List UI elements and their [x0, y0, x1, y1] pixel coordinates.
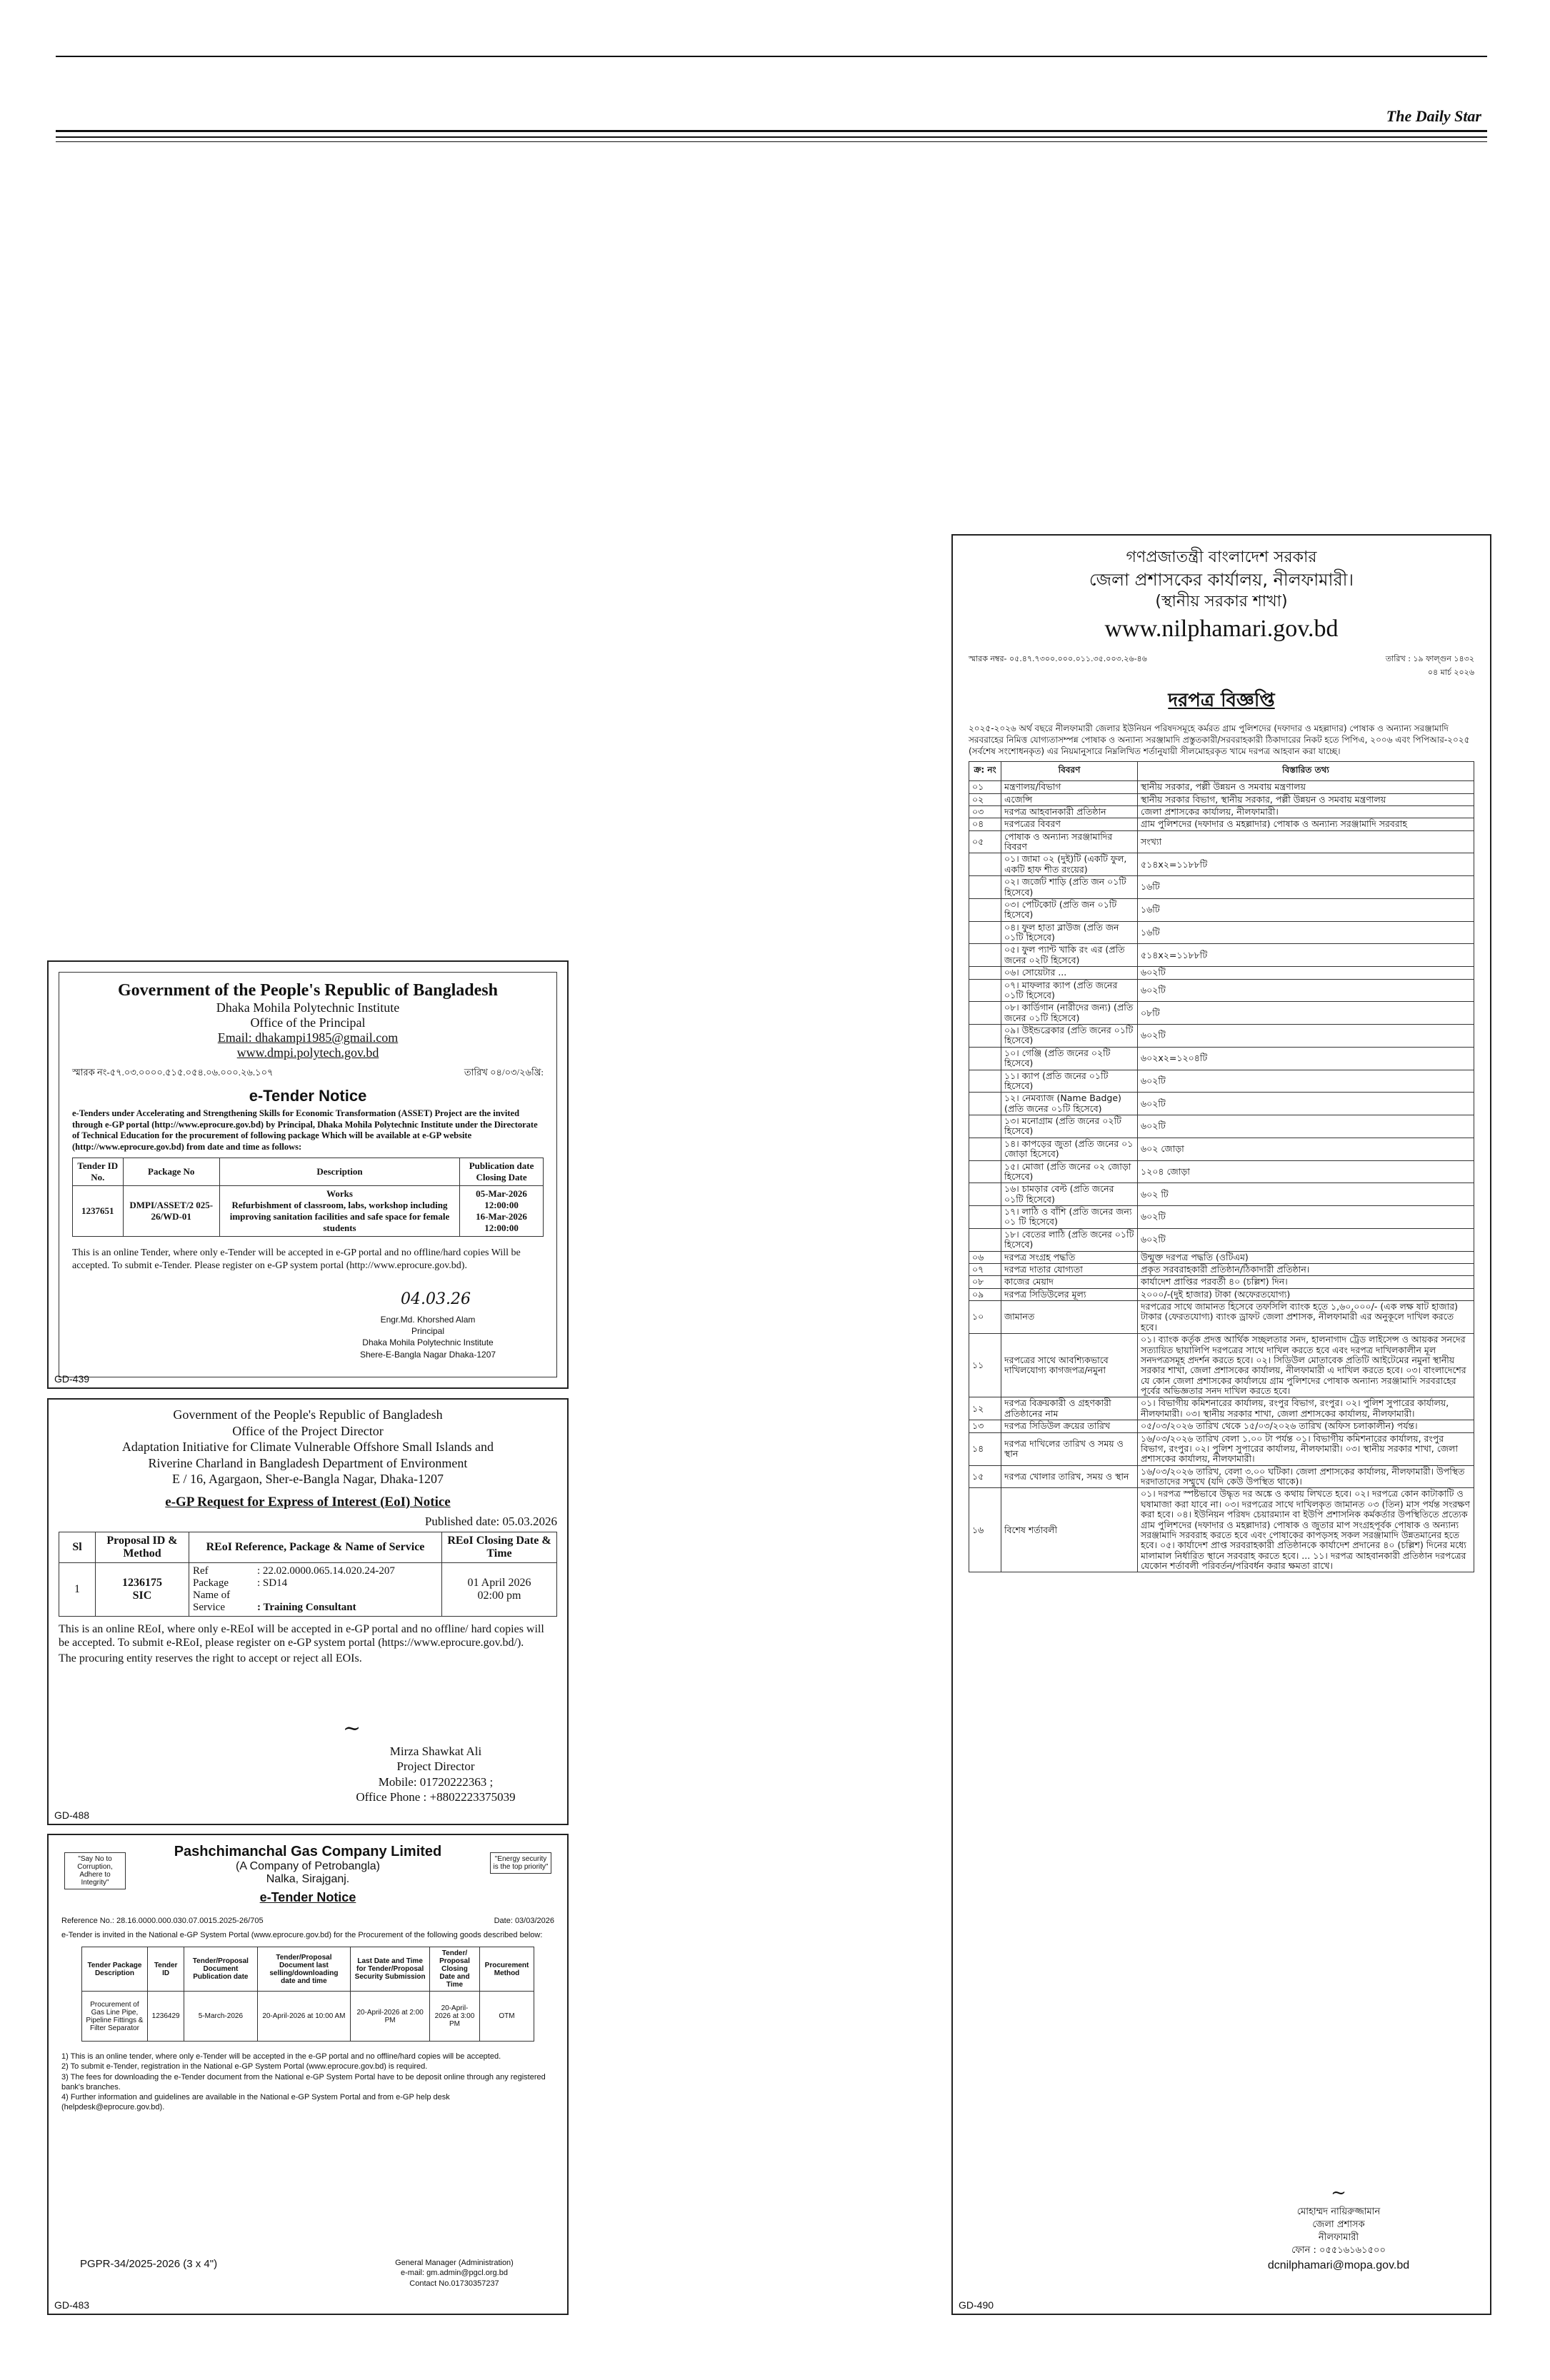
cell-serial: ১৫	[969, 1465, 1001, 1488]
cell-item: বিশেষ শর্তাবলী	[1001, 1488, 1138, 1572]
project-line-1: Adaptation Initiative for Climate Vulnerable Offshore Small Islands and	[121, 1440, 494, 1454]
cell-item: ১০। গেঞ্জি (প্রতি জনের ০২টি হিসেবে)	[1001, 1047, 1138, 1070]
cell-item: ০৪। ফুল হাতা ব্লাউজ (প্রতি জন ০১টি হিসেবে)	[1001, 921, 1138, 944]
footer-text-2: The procuring entity reserves the right to accept or reject all EOIs.	[59, 1652, 362, 1665]
cell-serial	[969, 967, 1001, 979]
signatory-phone: ফোন : ০৫৫১৬১৬১৫০০	[1291, 2245, 1386, 2256]
cell-serial: ১২	[969, 1397, 1001, 1420]
note-2: 2) To submit e-Tender, registration in the National e-GP System Portal (www.eprocure.gov.bd) is required.	[61, 2062, 428, 2072]
service-label: Name of Service	[193, 1589, 231, 1613]
cell-details: ২০০০/-(দুই হাজার) টাকা (অফেরতযোগ্য)	[1138, 1288, 1474, 1300]
th-method: Procurement Method	[479, 1947, 534, 1992]
office-name: Office of the Principal	[250, 1015, 366, 1030]
package-value: : SD14	[257, 1577, 288, 1589]
signatory-district: নীলফামারী	[1318, 2232, 1359, 2244]
table-row	[969, 1047, 1474, 1070]
cell-details: ১৬টি	[1138, 898, 1474, 921]
cell-serial	[969, 1115, 1001, 1138]
table-row	[969, 1160, 1474, 1183]
table-row	[969, 921, 1474, 944]
gov-heading: গণপ্রজাতন্ত্রী বাংলাদেশ সরকার	[1126, 548, 1317, 566]
gd-code: GD-488	[54, 1809, 90, 1821]
table-row	[969, 1420, 1474, 1432]
cell-details: ১৬/০৩/২০২৬ তারিখ বেলা ১.০০ টা পর্যন্ত ০১। বিভাগীয় কমিশনারের কার্যালয়, রংপুর বিভাগ, রংপুর। ০২। পুলিশ সুপারের কার্যালয়, নীলফামারী। ০৩। স্থানীয় সরকার শাখা, জেলা প্রশাসকের কার্যালয়, নীলফামারী।	[1138, 1432, 1474, 1465]
th-closing: Tender/ Proposal Closing Date and Time	[430, 1947, 479, 1992]
signatory-name: Mirza Shawkat Ali	[389, 1744, 482, 1758]
th-proposal-id: Proposal ID & Method	[96, 1532, 189, 1562]
badge-left: "Say No to Corruption, Adhere to Integrity"	[64, 1852, 126, 1889]
signature-date: 04.03.26	[401, 1290, 471, 1308]
cell-tender-id: 1236429	[148, 1992, 184, 2042]
cell-pub-date: 05-Mar-2026 12:00:00	[476, 1188, 527, 1210]
table-row	[969, 793, 1474, 805]
published-date: Published date: 05.03.2026	[424, 1514, 557, 1528]
cell-serial	[969, 1206, 1001, 1229]
th-tender-id: Tender ID No.	[73, 1158, 124, 1185]
ad-nilphamari-tender	[951, 534, 1491, 2315]
gov-heading: Government of the People's Republic of Bangladesh	[118, 981, 498, 1000]
project-line-2: Riverine Charland in Bangladesh Department of Environment	[148, 1455, 468, 1470]
signature: ~	[343, 1716, 361, 1741]
notice-title: e-Tender Notice	[249, 1087, 367, 1105]
cell-item: ০২। জর্জেট শাড়ি (প্রতি জন ০১টি হিসেবে)	[1001, 876, 1138, 899]
cell-details: ৬০২টি	[1138, 979, 1474, 1002]
cell-sl: 1	[59, 1562, 96, 1616]
cell-details: ১২০৪ জোড়া	[1138, 1160, 1474, 1183]
ref-value: : 22.02.0000.065.14.020.24-207	[257, 1565, 395, 1577]
cell-close-date: 01 April 2026	[467, 1576, 531, 1589]
cell-details: উন্মুক্ত দরপত্র পদ্ধতি (ওটিএম)	[1138, 1251, 1474, 1263]
signatory-email: dcnilphamari@mopa.gov.bd	[1267, 2259, 1410, 2271]
footer-text: This is an online REoI, where only e-REoI will be accepted in e-GP portal and no offline/ hard copies will be accepted. To submit e-REoI, please register on e-GP system portal (https://www.eprocure.gov.bd/).	[59, 1622, 544, 1649]
signatory-title: জেলা প্রশাসক	[1312, 2219, 1365, 2231]
cell-details: ০১। দরপত্র স্পষ্টভাবে উদ্ধৃত দর অঙ্কে ও কথায় লিখতে হবে। ০২। দরপত্রে কোন কাটাকাটি ও ঘষামাজা করা যাবে না। ০৩। দরপত্রের সাথে দাখিলকৃত জামানত ০৩ (তিন) মাস পর্যন্ত সংরক্ষণ করা হবে। ০৪। ইউনিয়ন পরিষদ চেয়ারম্যান বা ইউপি প্রশাসনিক কর্মকর্তার উপস্থিতিতে প্রত্যেক গ্রাম পুলিশদের (দফাদার ও মহল্লাদার) পোষাক ও জুতার মাপ সংগ্রহপূর্বক পোষাক ও অন্যান্য সরঞ্জামাদি সরবরাহ করতে হবে এবং পোষাকের কাপড়সহ সকল সরঞ্জামাদি উন্নতমানের হতে হবে। ০৫। কার্যাদেশ প্রাপ্ত সরবরাহকারী প্রতিষ্ঠানকে কার্যাদেশ প্রদানের ৪০ (চল্লিশ) দিনের মধ্যে মালামাল নির্ধারিত স্থানে সরবরাহ করতে হবে। ... ১১। দরপত্র আহবানকারী প্রতিষ্ঠান দরপত্রের যেকোন শর্তাবলী পরিবর্তন/পরিবর্ধন করার ক্ষমতা রাখে।	[1138, 1488, 1474, 1572]
cell-details: ৬০২টি	[1138, 967, 1474, 979]
cell-serial: ১৬	[969, 1488, 1001, 1572]
cell-details: ৬০২ টি	[1138, 1183, 1474, 1206]
tender-table	[72, 1158, 544, 1237]
cell-details: স্থানীয় সরকার, পল্লী উন্নয়ন ও সমবায় মন্ত্রণালয়	[1138, 781, 1474, 793]
masthead: The Daily Star	[1386, 107, 1481, 125]
cell-serial	[969, 1138, 1001, 1160]
header-rule-1	[56, 130, 1487, 132]
cell-details: ৫১৪x২=১১৮৮টি	[1138, 853, 1474, 876]
website: www.dmpi.polytech.gov.bd	[236, 1045, 379, 1060]
table-row	[969, 1397, 1474, 1420]
cell-details: ০৮টি	[1138, 1002, 1474, 1025]
header-rule-2	[56, 136, 1487, 138]
signatory-mobile: Mobile: 01720222363 ;	[378, 1774, 494, 1789]
signatory-phone: Office Phone : +8802223375039	[356, 1789, 516, 1804]
table-row	[969, 1263, 1474, 1275]
th-serial: ক্র: নং	[969, 762, 1001, 781]
cell-item: ১২। নেমব্যাজ (Name Badge) (প্রতি জনের ০১টি হিসেবে)	[1001, 1093, 1138, 1115]
cell-serial: ০৬	[969, 1251, 1001, 1263]
branch-heading: (স্থানীয় সরকার শাখা)	[1155, 593, 1288, 611]
th-reference: REoI Reference, Package & Name of Service	[189, 1532, 442, 1562]
signatory-addr: Shere-E-Bangla Nagar Dhaka-1207	[359, 1349, 496, 1360]
ad-dmpi-tender	[47, 960, 569, 1389]
signatory-title: Principal	[411, 1326, 445, 1337]
table-row	[969, 1301, 1474, 1334]
intro-text: e-Tender is invited in the National e-GP System Portal (www.eprocure.gov.bd) for the Procurement of the following goods described below:	[61, 1931, 543, 1939]
cell-item: ০৮। কার্ডিগান (নারীদের জন্য) (প্রতি জনের ০১টি হিসেবে)	[1001, 1002, 1138, 1025]
table-row	[969, 1432, 1474, 1465]
notice-date: Date: 03/03/2026	[494, 1917, 554, 1925]
cell-serial	[969, 898, 1001, 921]
cell-details: ৬০২টি	[1138, 1206, 1474, 1229]
table-row	[969, 818, 1474, 830]
table-row	[969, 967, 1474, 979]
cell-item: ১১। ক্যাপ (প্রতি জনের ০১টি হিসেবে)	[1001, 1070, 1138, 1093]
cell-serial: ০২	[969, 793, 1001, 805]
cell-serial	[969, 1183, 1001, 1206]
th-package: Package No	[123, 1158, 219, 1185]
th-sl: Sl	[59, 1532, 96, 1562]
cell-proposal-id: 1236175	[122, 1576, 162, 1589]
th-item: বিবরণ	[1001, 762, 1138, 781]
cell-serial	[969, 1228, 1001, 1251]
table-row	[969, 1138, 1474, 1160]
cell-item: দরপত্র আহবানকারী প্রতিষ্ঠান	[1001, 805, 1138, 818]
cell-details: ৬০২ জোড়া	[1138, 1138, 1474, 1160]
cell-item: দরপত্র দাখিলের তারিখ ও সময় ও স্থান	[1001, 1432, 1138, 1465]
table-row	[969, 1070, 1474, 1093]
cell-item: ১৩। মনোগ্রাম (প্রতি জনের ০২টি হিসেবে)	[1001, 1115, 1138, 1138]
note-1: 1) This is an online tender, where only e-Tender will be accepted in the e-GP portal and no offline/hard copies will be accepted.	[61, 2052, 501, 2061]
cell-serial: ০১	[969, 781, 1001, 793]
memo-date: তারিখ ০৪/০৩/২৬খ্রি:	[464, 1067, 544, 1078]
company-addr: Nalka, Sirajganj.	[266, 1873, 350, 1885]
cell-tender-id: 1237651	[73, 1185, 124, 1236]
table-row	[969, 1488, 1474, 1572]
th-security: Last Date and Time for Tender/Proposal Security Submission	[350, 1947, 429, 1992]
th-tender-id: Tender ID	[148, 1947, 184, 1992]
cell-publication: 5-March-2026	[184, 1992, 257, 2042]
note-3: 3) The fees for downloading the e-Tender document from the National e-GP System Portal have to be deposit online through any registered bank's branches.	[61, 2072, 546, 2092]
office-heading: Office of the Project Director	[232, 1423, 384, 1438]
th-closing: REoI Closing Date & Time	[442, 1532, 557, 1562]
cell-serial: ০৯	[969, 1288, 1001, 1300]
cell-item: দরপত্র বিক্রয়কারী ও গ্রহণকারী প্রতিষ্ঠানের নাম	[1001, 1397, 1138, 1420]
cell-details: জেলা প্রশাসকের কার্যালয়, নীলফামারী।	[1138, 805, 1474, 818]
cell-serial: ০৮	[969, 1276, 1001, 1288]
cell-details: প্রকৃত সরবরাহকারী প্রতিষ্ঠান/ঠিকাদারী প্রতিষ্ঠান।	[1138, 1263, 1474, 1275]
email: Email: dhakampi1985@gmail.com	[217, 1030, 399, 1045]
table-row	[969, 805, 1474, 818]
cell-details: ৬০২টি	[1138, 1228, 1474, 1251]
cell-details: গ্রাম পুলিশদের (দফাদার ও মহল্লাদার) পোষাক ও অন্যান্য সরঞ্জামাদি সরবরাহ	[1138, 818, 1474, 830]
signatory-inst: Dhaka Mohila Polytechnic Institute	[362, 1337, 494, 1348]
cell-description: Refurbishment of classroom, labs, workshop including improving sanitation facilities and safe space for female students	[229, 1199, 450, 1233]
cell-serial	[969, 1160, 1001, 1183]
cell-serial	[969, 1093, 1001, 1115]
cell-item: দরপত্র সিডিউল ক্রয়ের তারিখ	[1001, 1420, 1138, 1432]
table-row	[59, 1562, 557, 1616]
details-table	[969, 761, 1474, 1572]
table-row	[969, 1251, 1474, 1263]
cell-item: পোষাক ও অন্যান্য সরঞ্জামাদির বিবরণ	[1001, 830, 1138, 853]
cell-details: ৬০২টি	[1138, 1070, 1474, 1093]
cell-details: ০৫/০৩/২০২৬ তারিখ থেকে ১৫/০৩/২০২৬ তারিখ (অফিস চলাকালীন) পর্যন্ত।	[1138, 1420, 1474, 1432]
cell-serial: ০৭	[969, 1263, 1001, 1275]
ref-label: Ref	[193, 1565, 209, 1577]
office-heading: জেলা প্রশাসকের কার্যালয়, নীলফামারী।	[1089, 569, 1354, 590]
cell-serial	[969, 979, 1001, 1002]
signatory-name: Engr.Md. Khorshed Alam	[380, 1315, 476, 1325]
memo-date-2: ০৪ মার্চ ২০২৬	[1427, 667, 1474, 677]
cell-desc-head: Works	[326, 1188, 353, 1199]
reference-no: Reference No.: 28.16.0000.000.030.07.0015.2025-26/705	[61, 1917, 264, 1925]
cell-details: ৫১৪x২=১১৮৮টি	[1138, 944, 1474, 967]
package-label: Package	[193, 1577, 229, 1589]
cell-item: ০৭। মাফলার ক্যাপ (প্রতি জনের ০১টি হিসেবে)	[1001, 979, 1138, 1002]
signatory-email: e-mail: gm.admin@pgcl.org.bd	[401, 2269, 508, 2278]
table-row	[969, 1002, 1474, 1025]
cell-details: ১৬টি	[1138, 921, 1474, 944]
footer-text: This is an online Tender, where only e-Tender will be accepted in e-GP portal and no offline/hard copies Will be accepted. To submit e-Tender. Please register on e-GP system portal (http://www.eprocure.gov.bd).	[72, 1247, 521, 1271]
cell-item: ১৬। চামড়ার বেল্ট (প্রতি জনের ০১টি হিসেবে)	[1001, 1183, 1138, 1206]
cell-serial	[969, 876, 1001, 899]
cell-details: ১৬/০৩/২০২৬ তারিখ, বেলা ৩.০০ ঘটিকা। জেলা প্রশাসকের কার্যালয়, নীলফামারী। উপস্থিত দরদাতাদের সম্মুখে (যদি কেউ উপস্থিত থাকে)।	[1138, 1465, 1474, 1488]
reoi-table	[59, 1532, 557, 1617]
service-value: : Training Consultant	[257, 1601, 356, 1613]
table-row	[969, 1115, 1474, 1138]
cell-description: Procurement of Gas Line Pipe, Pipeline Fittings & Filter Separator	[81, 1992, 148, 2042]
cell-details: ০১। বিভাগীয় কমিশনারের কার্যালয়, রংপুর বিভাগ, রংপুর। ০২। পুলিশ সুপারের কার্যালয়, নীলফামারী। ০৩। স্থানীয় সরকার শাখা, জেলা প্রশাসকের কার্যালয়, নীলফামারী।	[1138, 1397, 1474, 1420]
header-rule-3	[56, 141, 1487, 142]
table-row	[969, 1093, 1474, 1115]
signatory-title: Project Director	[396, 1759, 475, 1774]
table-row	[81, 1992, 534, 2042]
notice-title: e-Tender Notice	[259, 1890, 356, 1904]
notice-title: e-GP Request for Express of Interest (EoI) Notice	[165, 1494, 451, 1510]
cell-item: ১৪। কাপড়ের জুতা (প্রতি জনের ০১ জোড়া হিসেবে)	[1001, 1138, 1138, 1160]
cell-details: ৬০২টি	[1138, 1093, 1474, 1115]
table-row	[969, 1025, 1474, 1048]
cell-details: ৬০২টি	[1138, 1025, 1474, 1048]
cell-details: দরপত্রের সাথে জামানত হিসেবে তফসিলি ব্যাংক হতে ১,৬০,০০০/- (এক লক্ষ ষাট হাজার) টাকার (ফেরতযোগ্য) ব্যাংক ড্রাফট জেলা প্রশাসক, নীলফামারী এর অনুকূলে দাখিল করতে হবে।	[1138, 1301, 1474, 1334]
cell-serial: ০৪	[969, 818, 1001, 830]
cell-details: ৬০২x২=১২০৪টি	[1138, 1047, 1474, 1070]
cell-item: কাজের মেয়াদ	[1001, 1276, 1138, 1288]
memo-number: স্মারক নং-৫৭.০৩.০০০০.৫১৫.০৫৪.০৬.০০০.২৬.১০৭	[72, 1067, 274, 1078]
website: www.nilphamari.gov.bd	[1104, 615, 1339, 642]
cell-item: ১৫। মোজা (প্রতি জনের ০২ জোড়া হিসেবে)	[1001, 1160, 1138, 1183]
company-name: Pashchimanchal Gas Company Limited	[174, 1844, 442, 1859]
intro-text: e-Tenders under Accelerating and Strengthening Skills for Economic Transformation (ASSET) Project are the invited through e-GP portal (http://www.eprocure.gov.bd) by Principal, Dhaka Mohila Polytechnic Institute under the Directorate of Technical Education for the procurement of following package Which will be available at e-GP website (http://www.eprocure.gov.bd) from date and time as follows:	[72, 1108, 538, 1152]
gd-code: GD-483	[54, 2299, 90, 2311]
cell-details: ১৬টি	[1138, 876, 1474, 899]
th-publication: Publication date Closing Date	[460, 1158, 544, 1185]
cell-serial: ১১	[969, 1334, 1001, 1397]
cell-close-time: 02:00 pm	[477, 1589, 521, 1602]
memo-number: স্মারক নম্বর- ০৫.৪৭.৭৩০০.০০০.০১১.৩৫.০০৩.২৬-৪৬	[969, 653, 1147, 663]
table-row	[969, 979, 1474, 1002]
signatory-name: মোহাম্মদ নায়িরুজ্জামান	[1296, 2206, 1381, 2217]
cell-details: ০১। ব্যাংক কর্তৃক প্রদত্ত আর্থিক সচ্ছলতার সনদ, হালনাগাদ ট্রেড লাইসেন্স ও আয়কর সনদের সত্যায়িত ছায়ালিপি দরপত্রের সাথে দাখিল করতে হবে এবং দরপত্র দাখিলকালীন মূল সনদপত্রসমূহ প্রদর্শন করতে হবে। ০২। সিডিউল মোতাবেক প্রতিটি আইটেমের নমুনা স্থানীয় সরকার শাখা, জেলা প্রশাসকের কার্যালয়, নীলফামারী এ দাখিল করতে হবে। ০৩। বাংলাদেশের যে কোন জেলা প্রশাসকের কার্যালয়ে গ্রাম পুলিশদের পোষাক অন্যান্য সরঞ্জামাদি সরবরাহের পূর্বের অভিজ্ঞতার সনদ দাখিল করতে হবে।	[1138, 1334, 1474, 1397]
table-row	[969, 1276, 1474, 1288]
table-row	[969, 1228, 1474, 1251]
ad-doe-reoi	[47, 1398, 569, 1825]
signatory-title: General Manager (Administration)	[395, 2259, 514, 2267]
company-sub: (A Company of Petrobangla)	[236, 1860, 380, 1872]
cell-method: SIC	[132, 1589, 152, 1602]
cell-item: দরপত্রের বিবরণ	[1001, 818, 1138, 830]
cell-item: মন্ত্রণালয়/বিভাগ	[1001, 781, 1138, 793]
table-row	[969, 876, 1474, 899]
badge-right: "Energy security is the top priority"	[490, 1852, 551, 1874]
cell-item: দরপত্র খোলার তারিখ, সময় ও স্থান	[1001, 1465, 1138, 1488]
table-row	[969, 1334, 1474, 1397]
cell-item: ০১। জামা ০২ (দুই)টি (একটি ফুল, একটি হাফ শীত রংয়ের)	[1001, 853, 1138, 876]
cell-item: দরপত্র সংগ্রহ পদ্ধতি	[1001, 1251, 1138, 1263]
cell-close-date: 16-Mar-2026 12:00:00	[476, 1210, 527, 1233]
table-row	[969, 853, 1474, 876]
table-row	[969, 1183, 1474, 1206]
cell-serial	[969, 853, 1001, 876]
table-row	[969, 944, 1474, 967]
cell-details: সংখ্যা	[1138, 830, 1474, 853]
cell-serial	[969, 1070, 1001, 1093]
signature: ~	[1331, 2181, 1346, 2204]
cell-serial	[969, 944, 1001, 967]
cell-serial: ১০	[969, 1301, 1001, 1334]
cell-item: ১৮। বেতের লাঠি (প্রতি জনের ০১টি হিসেবে)	[1001, 1228, 1138, 1251]
cell-item: এজেন্সি	[1001, 793, 1138, 805]
cell-details: স্থানীয় সরকার বিভাগ, স্থানীয় সরকার, পল্লী উন্নয়ন ও সমবায় মন্ত্রণালয়	[1138, 793, 1474, 805]
cell-serial: ০৫	[969, 830, 1001, 853]
cell-item: ০৩। পেটিকোট (প্রতি জন ০১টি হিসেবে)	[1001, 898, 1138, 921]
cell-closing: 20-April-2026 at 3:00 PM	[430, 1992, 479, 2042]
th-details: বিস্তারিত তথ্য	[1138, 762, 1474, 781]
ad-pgcl-tender	[47, 1834, 569, 2315]
cell-selling: 20-April-2026 at 10:00 AM	[257, 1992, 350, 2042]
cell-package: DMPI/ASSET/2 025-26/WD-01	[123, 1185, 219, 1236]
gov-heading: Government of the People's Republic of Bangladesh	[173, 1407, 443, 1422]
cell-item: ০৫। ফুল প্যান্ট খাকি রং এর (প্রতি জনের ০২টি হিসেবে)	[1001, 944, 1138, 967]
cell-security: 20-April-2026 at 2:00 PM	[350, 1992, 429, 2042]
gd-code: GD-490	[959, 2299, 994, 2311]
address: E / 16, Agargaon, Sher-e-Bangla Nagar, Dhaka-1207	[172, 1472, 444, 1486]
cell-item: ০৯। উইন্ডব্রেকার (প্রতি জনের ০১টি হিসেবে)	[1001, 1025, 1138, 1048]
table-row	[969, 1288, 1474, 1300]
note-4: 4) Further information and guidelines are available in the National e-GP System Portal and from e-GP help desk (helpdesk@eprocure.gov.bd).	[61, 2093, 450, 2112]
table-row	[969, 898, 1474, 921]
cell-details: কার্যাদেশ প্রাপ্তির পরবর্তী ৪০ (চল্লিশ) দিন।	[1138, 1276, 1474, 1288]
cell-serial: ০৩	[969, 805, 1001, 818]
cell-serial: ১৩	[969, 1420, 1001, 1432]
memo-date-1: তারিখ : ১৯ ফাল্গুন ১৪৩২	[1385, 653, 1474, 663]
top-rule	[56, 56, 1487, 57]
cell-serial	[969, 921, 1001, 944]
pgpr-code: PGPR-34/2025-2026 (3 x 4")	[80, 2258, 218, 2270]
cell-item: দরপত্র দাতার যোগ্যতা	[1001, 1263, 1138, 1275]
table-row	[969, 781, 1474, 793]
th-description: Tender Package Description	[81, 1947, 148, 1992]
th-publication: Tender/Proposal Document Publication date	[184, 1947, 257, 1992]
cell-serial	[969, 1025, 1001, 1048]
cell-serial	[969, 1047, 1001, 1070]
notice-title: দরপত্র বিজ্ঞপ্তি	[1168, 689, 1275, 711]
cell-item: জামানত	[1001, 1301, 1138, 1334]
table-row	[969, 1465, 1474, 1488]
th-description: Description	[219, 1158, 459, 1185]
cell-method: OTM	[479, 1992, 534, 2042]
table-row	[969, 1206, 1474, 1229]
cell-item: দরপত্রের সাথে আবশ্যিকভাবে দাখিলযোগ্য কাগজপত্র/নমুনা	[1001, 1334, 1138, 1397]
institute-name: Dhaka Mohila Polytechnic Institute	[216, 1000, 400, 1015]
table-row	[73, 1185, 544, 1236]
cell-serial: ১৪	[969, 1432, 1001, 1465]
table-row	[969, 830, 1474, 853]
cell-item: ১৭। লাঠি ও বাঁশি (প্রতি জনের জন্য ০১ টি হিসেবে)	[1001, 1206, 1138, 1229]
intro-text: ২০২৫-২০২৬ অর্থ বছরে নীলফামারী জেলার ইউনিয়ন পরিষদসমূহে কর্মরত গ্রাম পুলিশদের (দফাদার ও মহল্লাদার) পোষাক ও অন্যান্য সরঞ্জামাদি সরবরাহের নিমিত্ত যোগ্যতাসম্পন্ন পোষাক ও অন্যান্য সরঞ্জামাদি প্রস্তুতকারী/সরবরাহকারী ঠিকাদারের নিকট হতে পিপিএ, ২০০৬ এবং পিপিআর-২০২৫ (সর্বশেষ সংশোধনকৃত) এর নিয়মানুসারে নিম্নলিখিত শর্তানুযায়ী সীলমোহরকৃত খামে দরপত্র আহবান করা যাচ্ছে।	[969, 723, 1470, 757]
cell-serial	[969, 1002, 1001, 1025]
signatory-contact: Contact No.01730357237	[409, 2279, 499, 2288]
gd-code: GD-439	[54, 1373, 90, 1385]
cell-details: ৬০২টি	[1138, 1115, 1474, 1138]
cell-item: দরপত্র সিডিউলের মূল্য	[1001, 1288, 1138, 1300]
tender-table	[81, 1947, 535, 2042]
cell-item: ০৬। সোয়েটার ...	[1001, 967, 1138, 979]
th-selling: Tender/Proposal Document last selling/downloading date and time	[257, 1947, 350, 1992]
